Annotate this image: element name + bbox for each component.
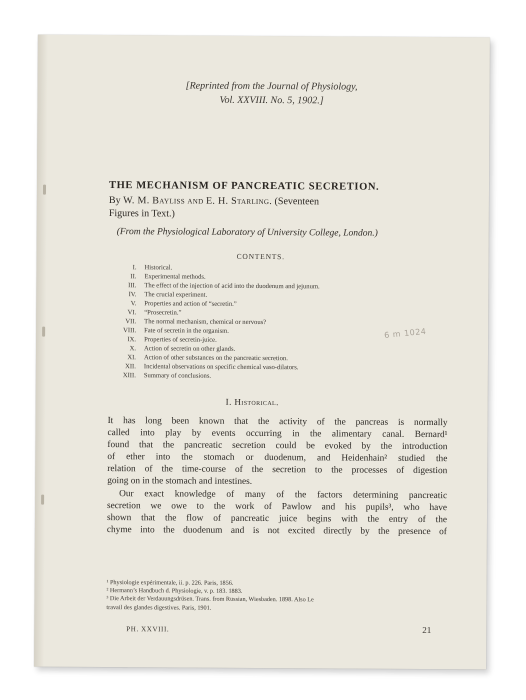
body-line: It has long been known that the activity of the pancreas is normally xyxy=(107,416,448,429)
contents-item-number: XII. xyxy=(125,363,136,371)
staple-mark xyxy=(42,327,45,337)
contents-item-number: V. xyxy=(130,300,137,308)
contents-list xyxy=(108,263,409,382)
body-line: shown that the flow of pancreatic juice begins with the entry of the xyxy=(106,512,448,525)
contents-item-label: Fate of secretin in the organism. xyxy=(144,327,229,335)
body-line: relation of the time-course of the secretion to the processes of digestion xyxy=(107,464,448,477)
contents-item-number: III. xyxy=(128,282,137,290)
reprint-line: Vol. XXVIII. No. 5, 1902.] xyxy=(219,94,324,107)
contents-item-number: XIII. xyxy=(122,372,136,380)
contents-item-label: Properties of secretin-juice. xyxy=(144,336,217,344)
author-name: E. H. Starling. xyxy=(205,195,273,208)
byline-by: By xyxy=(108,195,121,207)
contents-heading: CONTENTS. xyxy=(236,251,285,262)
section-heading xyxy=(226,397,279,407)
contents-item-label: The effect of the injection of acid into the duodenum and jejunum. xyxy=(144,282,320,291)
contents-item-number: VIII. xyxy=(123,327,137,335)
affiliation: (From the Physiological Laboratory of University College, London.) xyxy=(116,227,378,239)
contents-item-label: Action of other substances on the pancreatic secretion. xyxy=(143,354,288,363)
staple-mark xyxy=(41,495,44,505)
author-name: W. M. Bayliss xyxy=(123,195,185,207)
reprint-notice xyxy=(171,79,371,108)
contents-item-number: IX. xyxy=(127,336,137,344)
body-line: of ether into the stomach or duodenum, and Heidenhain² studied the xyxy=(107,452,448,465)
body-line: going on in the stomach and intestines. xyxy=(107,476,253,488)
contents-item-number: XI. xyxy=(127,354,136,362)
contents-item-number: X. xyxy=(129,345,137,353)
section-title: Historical. xyxy=(234,396,279,408)
contents-item-number: IV. xyxy=(128,291,137,299)
body-line: found that the pancreatic secretion could be evoked by the introduction xyxy=(107,440,448,453)
handwritten-note: 6 m 1024 xyxy=(383,326,427,340)
footnote: ¹ Physiologie expérimentale, ii. p. 226. Paris, 1856. xyxy=(106,579,234,587)
contents-item-label: Summary of conclusions. xyxy=(143,372,212,380)
contents-item-label: Historical. xyxy=(144,264,173,272)
contents-item-label: The normal mechanism, chemical or nervous? xyxy=(144,318,267,327)
contents-item-label: Action of secretin on other glands. xyxy=(143,345,236,353)
byline-and: and xyxy=(187,195,204,207)
body-text xyxy=(107,415,448,538)
contents-item-number: VII. xyxy=(125,318,137,326)
body-line: Our exact knowledge of many of the factors determining pancreatic xyxy=(119,488,448,501)
reprint-line: [Reprinted from the Journal of Physiology, xyxy=(185,80,358,93)
contents-item-number: I. xyxy=(132,264,137,272)
footnote: ³ Die Arbeit der Verdauungsdrüsen. Trans. from Russian, Wiesbaden. 1898. Also Le xyxy=(106,595,314,604)
contents-item-number: VI. xyxy=(127,309,137,317)
contents-item-label: Properties and action of “secretin.” xyxy=(144,300,237,308)
footnote: ² Hermann’s Handbuch d. Physiologie, v. p. 183. 1883. xyxy=(106,587,243,596)
body-line: chyme into the duodenum and is not excited directly by the presence of xyxy=(106,524,447,537)
article-byline xyxy=(109,195,453,222)
contents-item-label: Experimental methods. xyxy=(144,273,206,281)
article-title: THE MECHANISM OF PANCREATIC SECRETION. xyxy=(108,180,380,193)
body-line: secretion we owe to the work of Pawlow and his pupils³, who have xyxy=(107,500,448,513)
reprint-page xyxy=(34,35,490,670)
contents-item-label: “Prosecretin.” xyxy=(144,309,182,317)
page-number: 21 xyxy=(422,624,432,636)
contents-item-label: The crucial experiment. xyxy=(144,291,208,299)
footnotes xyxy=(106,579,446,614)
figures-note: (Seventeen xyxy=(274,196,320,208)
staple-mark xyxy=(43,185,46,195)
contents-item-number: II. xyxy=(130,273,137,281)
body-line: called into play by events occurring in the alimentary canal. Bernard¹ xyxy=(107,428,448,441)
contents-item-label: Incidental observations on specific chemical vaso-dilators. xyxy=(143,363,299,372)
contents-item xyxy=(108,371,408,382)
footer-volume: PH. XXVIII. xyxy=(126,625,170,634)
footnote: travail des glandes digestives. Paris, 1901. xyxy=(106,603,212,612)
figures-note: Figures in Text.) xyxy=(108,207,175,219)
section-numeral: I. xyxy=(225,396,232,407)
